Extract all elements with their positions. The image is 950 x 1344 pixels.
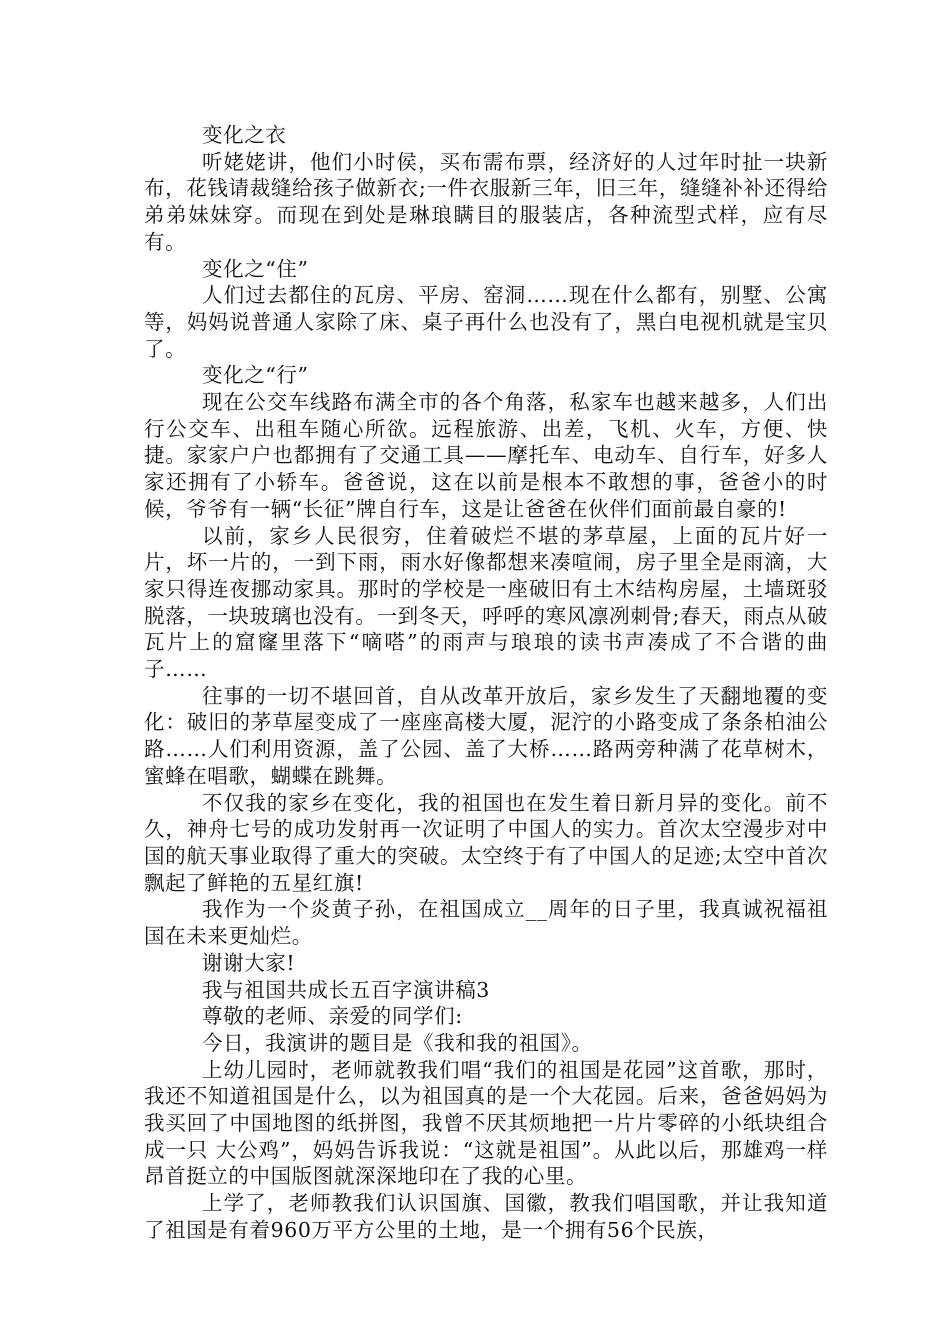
section-title: 我与祖国共成长五百字演讲稿3 bbox=[202, 977, 490, 1002]
paragraph-topic: 今日，我演讲的题目是《我和我的祖国》。 bbox=[202, 1030, 593, 1055]
heading-housing: 变化之“住” bbox=[202, 256, 309, 281]
paragraph-country-changes: 不仅我的家乡在变化，我的祖国也在发生着日新月异的变化。前不久，神舟七号的成功发射再一次证明了中国人的实力。首次太空漫步对中国的航天事业取得了重大的突破。太空终于有了中国人的足迹;太空中首次飘起了鲜艳的五星红旗! bbox=[144, 790, 828, 895]
paragraph-blessing: 我作为一个炎黄子孙，在祖国成立__周年的日子里，我真诚祝福祖国在未来更灿烂。 bbox=[144, 897, 828, 949]
paragraph-reform-changes: 往事的一切不堪回首，自从改革开放后，家乡发生了天翻地覆的变化：破旧的茅草屋变成了一座座高楼大厦，泥泞的小路变成了条条柏油公路……人们利用资源，盖了公园、盖了大桥……路两旁种满了花草树木，蜜蜂在唱歌，蝴蝶在跳舞。 bbox=[144, 683, 828, 788]
paragraph-housing: 人们过去都住的瓦房、平房、窑洞……现在什么都有，别墅、公寓等，妈妈说普通人家除了床、桌子再什么也没有了，黑白电视机就是宝贝了。 bbox=[144, 283, 828, 361]
paragraph-school: 上学了，老师教我们认识国旗、国徽，教我们唱国歌，并让我知道了祖国是有着960万平方公里的土地，是一个拥有56个民族， bbox=[144, 1191, 828, 1242]
heading-travel: 变化之“行” bbox=[202, 363, 309, 388]
paragraph-past-hometown: 以前，家乡人民很穷，住着破烂不堪的茅草屋，上面的瓦片好一片，坏一片的，一到下雨，雨水好像都想来凑喧闹，房子里全是雨滴，大家只得连夜挪动家具。那时的学校是一座破旧有土木结构房屋，土墙斑驳脱落，一块玻璃也没有。一到冬天，呼呼的寒风凛冽刺骨;春天，雨点从破瓦片上的窟窿里落下“嘀嗒”的雨声与琅琅的读书声凑成了不合谐的曲子…… bbox=[144, 523, 828, 682]
paragraph-travel: 现在公交车线路布满全市的各个角落，私家车也越来越多，人们出行公交车、出租车随心所欲。远程旅游、出差，飞机、火车，方便、快捷。家家户户也都拥有了交通工具——摩托车、电动车、自行车，好多人家还拥有了小轿车。爸爸说，这在以前是根本不敢想的事，爸爸小的时候，爷爷有一辆“长征”牌自行车，这是让爸爸在伙伴们面前最自豪的! bbox=[144, 390, 828, 521]
heading-clothing: 变化之衣 bbox=[202, 123, 287, 147]
paragraph-thanks: 谢谢大家! bbox=[202, 950, 296, 975]
document-body bbox=[144, 122, 828, 1244]
paragraph-greeting: 尊敬的老师、亲爱的同学们: bbox=[202, 1004, 463, 1029]
paragraph-kindergarten: 上幼儿园时，老师就教我们唱“我们的祖国是花园”这首歌，那时，我还不知道祖国是什么，以为祖国真的是一个大花园。后来，爸爸妈妈为我买回了中国地图的纸拼图，我曾不厌其烦地把一片片零碎的小纸块组合成一只 大公鸡”，妈妈告诉我说：“这就是祖国”。从此以后，那雄鸡一样昂首挺立的中国版图就深深地印在了我的心里。 bbox=[144, 1057, 828, 1189]
paragraph-clothing: 听姥姥讲，他们小时侯，买布需布票，经济好的人过年时扯一块新布，花钱请裁缝给孩子做新衣;一件衣服新三年，旧三年，缝缝补补还得给弟弟妹妹穿。而现在到处是琳琅瞒目的服装店，各种流型式样，应有尽有。 bbox=[144, 149, 828, 254]
